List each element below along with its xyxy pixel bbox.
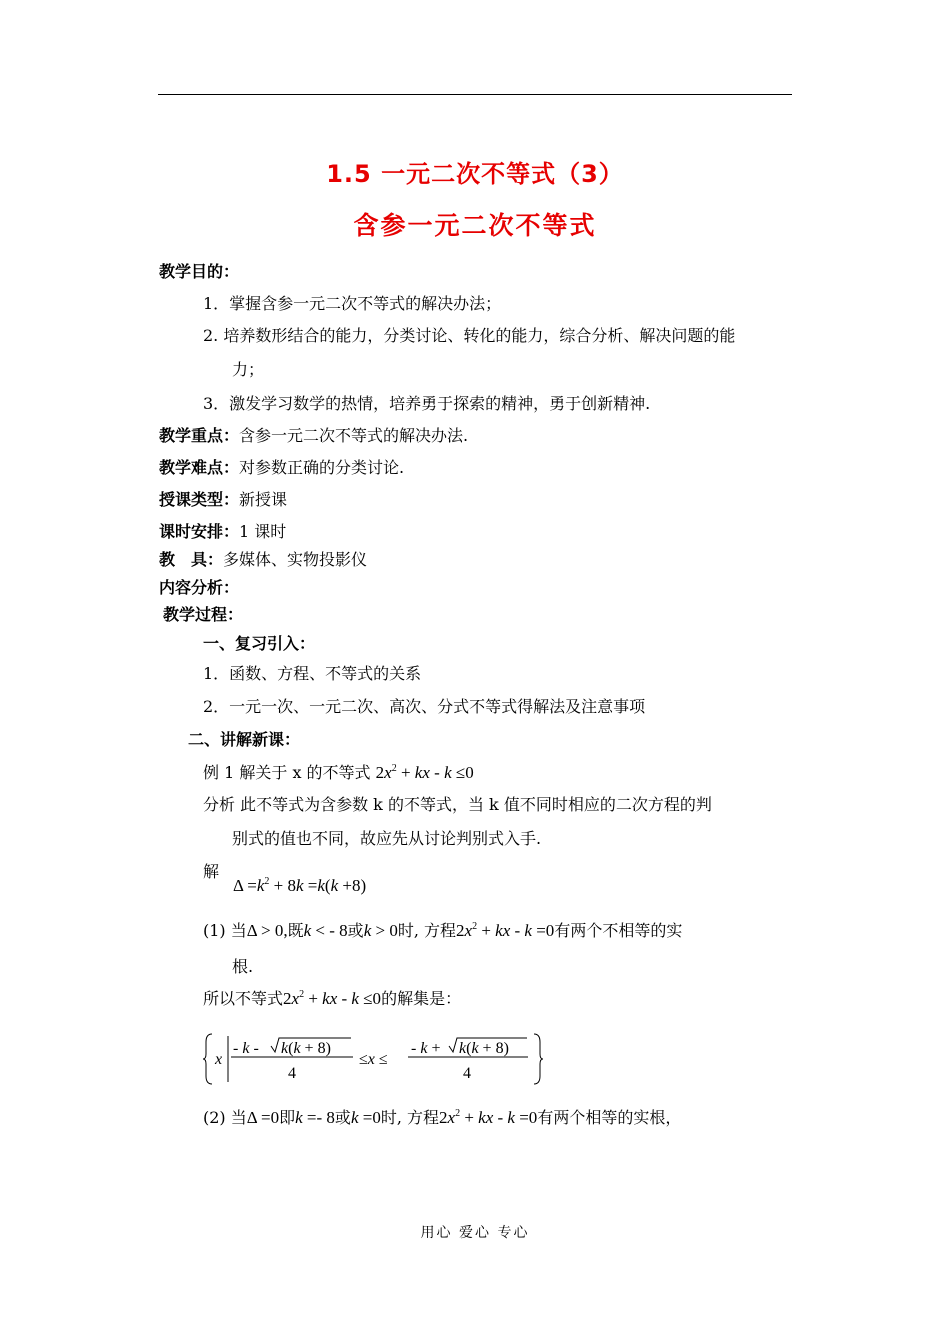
schedule-label: 课时安排：: [159, 522, 240, 541]
objective-3: 3．激发学习数学的热情，培养勇于探索的精神，勇于创新精神.: [203, 394, 651, 413]
schedule: [159, 522, 286, 542]
difficulty-label: 教学难点：: [159, 458, 240, 477]
example-1: [203, 763, 474, 783]
key-point: [159, 426, 468, 446]
tools-text: 多媒体、实物投影仪: [223, 550, 368, 569]
objective-2: 2. 培养数形结合的能力，分类讨论、转化的能力，综合分析、解决问题的能: [203, 326, 736, 345]
tools: [159, 550, 367, 570]
solution-set-intro: 所以不等式$2x^2$ + kx - k ≤0的解集是：: [203, 989, 462, 1008]
lesson-type-label: 授课类型：: [159, 490, 240, 509]
new-lesson-heading: 二、讲解新课：: [188, 730, 301, 749]
page-subtitle: 含参一元二次不等式: [353, 211, 597, 240]
svg-text:k(k + 8): k(k + 8): [459, 1040, 509, 1057]
analysis-line-1: 分析 此不等式为含参数 k 的不等式，当 k 值不同时相应的二次方程的判: [203, 795, 712, 814]
difficulty-text: 对参数正确的分类讨论.: [239, 458, 405, 477]
review-item-1: 1．函数、方程、不等式的关系: [203, 664, 422, 683]
svg-text:k(k + 8): k(k + 8): [281, 1040, 331, 1057]
example-1-inequality: $2x^2$ + kx - k ≤0: [375, 763, 474, 782]
content-analysis-label: 内容分析：: [159, 578, 240, 597]
case-1: (1) 当Δ > 0,既k < - 8或k > 0时, 方程$2x^2$ + kx - k =0有两个不相等的实: [203, 921, 683, 940]
process-label: 教学过程：: [163, 605, 244, 624]
case-2: (2) 当Δ =0即k =- 8或k =0时, 方程$2x^2$ + kx - k =0有两个相等的实根，: [203, 1108, 682, 1127]
tools-label: 教 具：: [159, 550, 224, 569]
page-footer: 用心 爱心 专心: [420, 1225, 530, 1241]
solution-label: 解: [203, 862, 220, 881]
difficulty: [159, 458, 404, 478]
lesson-type: [159, 490, 287, 510]
case-1-cont: 根.: [232, 957, 254, 976]
svg-text:4: 4: [463, 1065, 471, 1082]
objective-1: 1．掌握含参一元二次不等式的解决办法；: [203, 294, 502, 313]
objective-2-cont: 力；: [232, 360, 265, 379]
svg-text:- k -: - k -: [233, 1040, 259, 1057]
schedule-text: 1 课时: [239, 522, 287, 541]
solution-set-formula: [203, 1032, 543, 1086]
review-item-2: 2．一元一次、一元二次、高次、分式不等式得解法及注意事项: [203, 697, 646, 716]
lesson-type-text: 新授课: [239, 490, 288, 509]
svg-text:≤x ≤: ≤x ≤: [359, 1051, 388, 1068]
svg-text:- k +: - k +: [411, 1040, 441, 1057]
review-heading: 一、复习引入：: [203, 634, 316, 653]
header-rule: [158, 94, 792, 95]
analysis-line-2: 别式的值也不同，故应先从讨论判别式入手.: [232, 829, 542, 848]
discriminant-formula: $\Delta =k^2 + 8k =k(k +8)$: [233, 876, 367, 895]
objectives-label: 教学目的：: [159, 262, 240, 281]
key-point-label: 教学重点：: [159, 426, 240, 445]
example-1-prefix: 例 1 解关于 x 的不等式: [203, 763, 371, 782]
key-point-text: 含参一元二次不等式的解决办法.: [239, 426, 469, 445]
page-title: 1.5 一元二次不等式（3）: [326, 160, 624, 188]
svg-text:x: x: [215, 1051, 223, 1068]
svg-text:4: 4: [288, 1065, 296, 1082]
